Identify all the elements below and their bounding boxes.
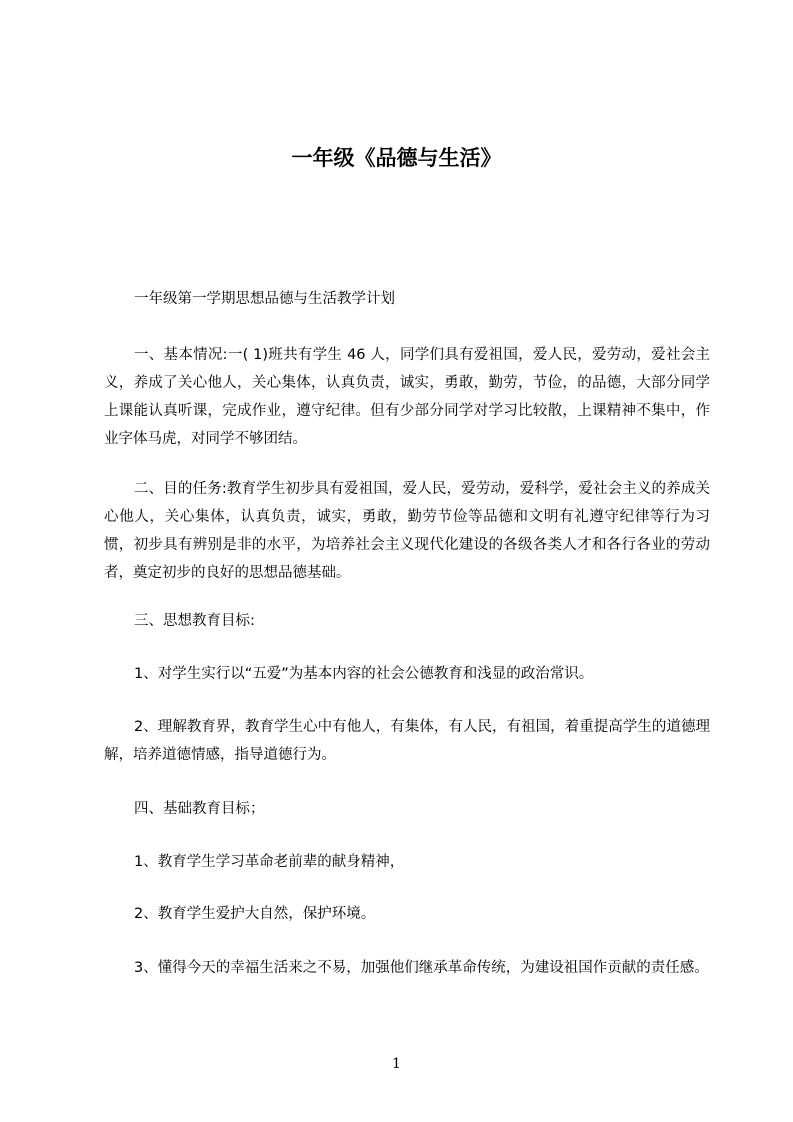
list-item-moral-goal-2: 2、理解教育界，教育学生心中有他人，有集体，有人民，有祖国，着重提高学生的道德理解，培养道德情感，指导道德行为。 <box>104 719 710 763</box>
list-item-basic-goal-2: 2、教育学生爱护大自然，保护环境。 <box>134 906 376 922</box>
heading-basic-education-goals: 四、基础教育目标； <box>134 801 265 817</box>
page-number: 1 <box>392 1056 401 1072</box>
list-item-basic-goal-1: 1、教育学生学习革命老前辈的献身精神， <box>134 854 405 870</box>
paragraph-goals-tasks: 二、目的任务:教育学生初步具有爱祖国，爱人民，爱劳动，爱科学，爱社会主义的养成关心他人，关心集体，认真负责，诚实，勇敢，勤劳节俭等品德和文明有礼遵守纪律等行为习惯，初步具有辨别是非的水平，为培养社会主义现代化建设的各级各类人才和各行各业的劳动者，奠定初步的良好的思想品德基础。 <box>104 481 710 581</box>
document-title: 一年级《品德与生活》 <box>291 146 502 170</box>
document-subtitle: 一年级第一学期思想品德与生活教学计划 <box>134 291 395 307</box>
list-item-basic-goal-3: 3、懂得今天的幸福生活来之不易，加强他们继承革命传统，为建设祖国作贡献的责任感。 <box>134 960 709 976</box>
paragraph-basic-situation: 一、基本情况:一( 1)班共有学生 46 人，同学们具有爱祖国，爱人民，爱劳动，爱社会主义，养成了关心他人，关心集体，认真负责，诚实，勇敢，勤劳，节俭，的品德，大部分同学上课能认真听课，完成作业，遵守纪律。但有少部分同学对学习比较散，上课精神不集中，作业字体马虎，对同学不够团结。 <box>104 347 710 447</box>
list-item-moral-goal-1: 1、对学生实行以“五爱”为基本内容的社会公德教育和浅显的政治常识。 <box>134 666 594 682</box>
heading-moral-education-goals: 三、思想教育目标: <box>134 613 255 629</box>
